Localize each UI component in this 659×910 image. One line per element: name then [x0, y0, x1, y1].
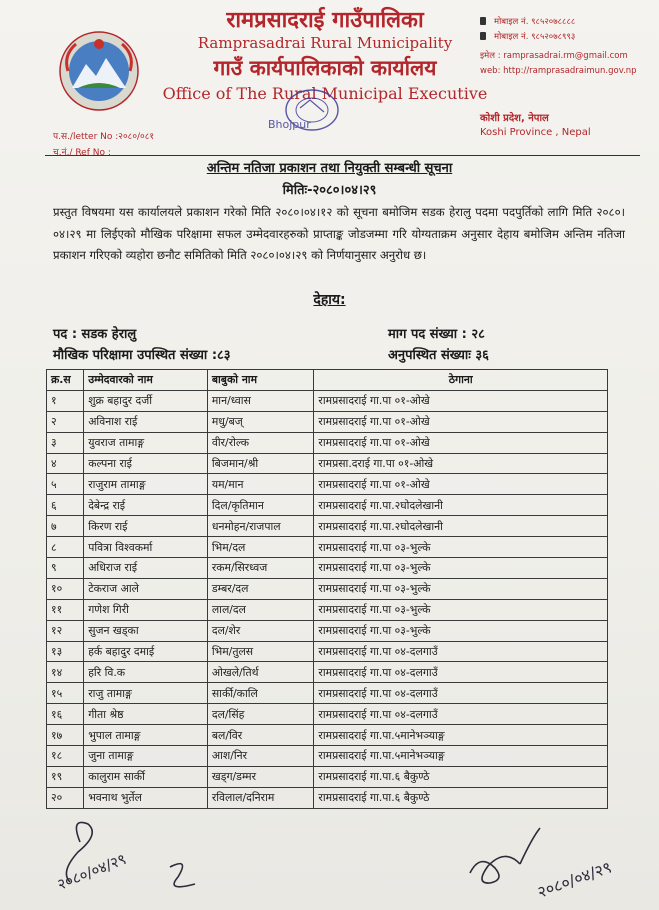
signature-right — [460, 818, 650, 908]
table-row — [47, 746, 608, 767]
address-cell: रामप्रसादराई गा.पा.२घोदलेखानी — [314, 516, 608, 537]
address-cell: रामप्रसादराई गा.पा.५मानेभञ्याङ्ग — [314, 746, 608, 767]
father-name-cell: खड्ग/डम्मर — [207, 766, 314, 787]
father-name-cell: यम/मान — [207, 474, 314, 495]
address-cell: रामप्रसादराई गा.पा ०३-भुल्के — [314, 599, 608, 620]
father-name-cell: भिम/तुलस — [207, 641, 314, 662]
candidate-name-cell: किरण राई — [84, 516, 208, 537]
candidate-name-cell: राजु तामाङ्ग — [84, 683, 208, 704]
table-row — [47, 766, 608, 787]
serial-cell: १२ — [47, 620, 84, 641]
table-row — [47, 558, 608, 579]
candidate-name-cell: कल्पना राई — [84, 453, 208, 474]
father-name-cell: लाल/दल — [207, 599, 314, 620]
post-name: पद : सडक हेरालु — [53, 327, 137, 342]
father-name-cell: रविलाल/दनिराम — [207, 787, 314, 808]
header-divider — [45, 155, 640, 156]
candidate-name-cell: कालुराम सार्की — [84, 766, 208, 787]
address-cell: रामप्रसादराई गा.पा ०३-भुल्के — [314, 558, 608, 579]
table-row — [47, 516, 608, 537]
candidate-name-cell: देबेन्द्र राई — [84, 495, 208, 516]
address-cell: रामप्रसादराई गा.पा ०४-दलगाउँ — [314, 683, 608, 704]
serial-cell: ५ — [47, 474, 84, 495]
address-cell: रामप्रसादराई गा.पा ०१-ओखे — [314, 432, 608, 453]
org-name-nepali: रामप्रसादराई गाउँपालिका — [226, 8, 424, 33]
father-name-cell: बल/विर — [207, 725, 314, 746]
contact-web: web: http://ramprasadraimun.gov.np — [480, 66, 637, 76]
header-address: ठेगाना — [314, 370, 608, 391]
father-name-cell: आश/निर — [207, 746, 314, 767]
address-cell: रामप्रसादराई गा.पा ०३-भुल्के — [314, 578, 608, 599]
candidate-name-cell: भवनाथ भुर्तेल — [84, 787, 208, 808]
father-name-cell: डम्बर/दल — [207, 578, 314, 599]
serial-cell: १८ — [47, 746, 84, 767]
address-cell: रामप्रसा.दराई गा.पा ०१-ओखे — [314, 453, 608, 474]
present-count: मौखिक परिक्षामा उपस्थित संख्या :८३ — [53, 348, 231, 363]
father-name-cell: मधु/बज् — [207, 411, 314, 432]
mobile-1-text: मोबाइल नं. ९८५२०७८८८८ — [494, 17, 576, 27]
candidate-name-cell: अविनाश राई — [84, 411, 208, 432]
candidate-name-cell: शुक्र बहादुर दर्जी — [84, 390, 208, 411]
municipality-logo — [58, 30, 140, 112]
address-cell: रामप्रसादराई गा.पा.२घोदलेखानी — [314, 495, 608, 516]
candidate-name-cell: हरि वि.क — [84, 662, 208, 683]
table-row — [47, 599, 608, 620]
notice-title — [0, 158, 659, 176]
table-row — [47, 787, 608, 808]
address-cell: रामप्रसादराई गा.पा ०१-ओखे — [314, 390, 608, 411]
contact-mobile-1 — [480, 16, 575, 27]
table-row — [47, 495, 608, 516]
notice-body: प्रस्तुत विषयमा यस कार्यालयले प्रकाशन गरेको मिति २०८०।०४।१२ को सूचना बमोजिम सडक हेरालु पदमा पदपुर्तिको लागि मिति २०८०।०४।२९ मा लिईएको मौखिक परिक्षामा सफल उम्मेदवारहरुको प्राप्ताङ्क जोडजम्मा गरि योग्यताक्रम अनुसार देहाय बमोजिम अन्तिम नतिजा प्रकाशन गरिएको व्यहोरा छनौट समितिको मिति २०८०।०४।२९ को निर्णयानुसार अनुरोध छ। — [53, 205, 625, 262]
father-name-cell: रकम/सिरध्वज — [207, 558, 314, 579]
candidate-name-cell: अधिराज राई — [84, 558, 208, 579]
table-header-row — [47, 370, 608, 391]
reference-number: च.नं./ Ref No : — [53, 148, 111, 158]
serial-cell: १६ — [47, 704, 84, 725]
province-nepali: कोशी प्रदेश, नेपाल — [480, 113, 549, 124]
candidate-name-cell: टेकराज आले — [84, 578, 208, 599]
table-row — [47, 474, 608, 495]
table-row — [47, 641, 608, 662]
address-cell: रामप्रसादराई गा.पा ०१-ओखे — [314, 474, 608, 495]
father-name-cell: वीर/रोल्क — [207, 432, 314, 453]
signature-right-date: २०८०/०४/२९ — [534, 857, 615, 902]
address-cell: रामप्रसादराई गा.पा ०१-ओखे — [314, 411, 608, 432]
candidate-name-cell: भुपाल तामाङ्ग — [84, 725, 208, 746]
address-cell: रामप्रसादराई गा.पा ०३-भुल्के — [314, 537, 608, 558]
absent-count: अनुपस्थित संख्याः ३६ — [388, 348, 489, 363]
address-cell: रामप्रसादराई गा.पा.६ बैकुण्ठे — [314, 787, 608, 808]
father-name-cell: भिम/दल — [207, 537, 314, 558]
serial-cell: २० — [47, 787, 84, 808]
father-name-cell: दिल/कृतिमान — [207, 495, 314, 516]
father-name-cell: बिजमान/श्री — [207, 453, 314, 474]
serial-cell: ६ — [47, 495, 84, 516]
serial-cell: ३ — [47, 432, 84, 453]
table-row — [47, 537, 608, 558]
table-row — [47, 704, 608, 725]
table-row — [47, 578, 608, 599]
org-name-english: Ramprasadrai Rural Municipality — [197, 34, 453, 52]
office-name-nepali: गाउँ कार्यपालिकाको कार्यालय — [213, 56, 437, 80]
candidate-name-cell: युवराज तामाङ्ग — [84, 432, 208, 453]
serial-cell: १३ — [47, 641, 84, 662]
father-name-cell: मान/ध्वास — [207, 390, 314, 411]
table-row — [47, 683, 608, 704]
serial-cell: १९ — [47, 766, 84, 787]
province-english: Koshi Province , Nepal — [480, 127, 591, 138]
results-table — [46, 369, 608, 809]
notice-date: मितिः-२०८०।०४।२९ — [282, 183, 377, 198]
address-cell: रामप्रसादराई गा.पा.५मानेभञ्याङ्ग — [314, 725, 608, 746]
table-row — [47, 390, 608, 411]
father-name-cell: धनमोहन/राजपाल — [207, 516, 314, 537]
office-name-english: Office of The Rural Municipal Executive — [162, 84, 488, 103]
contact-email: इमेल : ramprasadrai.rm@gmail.com — [480, 51, 628, 61]
candidate-name-cell: पवित्रा विश्वकर्मा — [84, 537, 208, 558]
serial-cell: ८ — [47, 537, 84, 558]
serial-cell: ९ — [47, 558, 84, 579]
notice-title-text: अन्तिम नतिजा प्रकाशन तथा नियुक्ती सम्बन्धी सूचना — [206, 161, 453, 176]
serial-cell: ११ — [47, 599, 84, 620]
candidate-name-cell: जुना तामाङ्ग — [84, 746, 208, 767]
father-name-cell: सार्की/कालि — [207, 683, 314, 704]
phone-icon — [480, 17, 486, 25]
father-name-cell: दल/शेर — [207, 620, 314, 641]
serial-cell: १ — [47, 390, 84, 411]
contact-mobile-2 — [480, 31, 575, 42]
serial-cell: १४ — [47, 662, 84, 683]
address-cell: रामप्रसादराई गा.पा ०४-दलगाउँ — [314, 641, 608, 662]
table-row — [47, 725, 608, 746]
table-row — [47, 620, 608, 641]
serial-cell: १० — [47, 578, 84, 599]
candidate-name-cell: हर्क बहादुर दमाई — [84, 641, 208, 662]
signature-left — [40, 812, 210, 902]
address-cell: रामप्रसादराई गा.पा ०४-दलगाउँ — [314, 662, 608, 683]
header-father-name: बाबुको नाम — [207, 370, 314, 391]
table-row — [47, 662, 608, 683]
candidate-name-cell: सुजन खड्का — [84, 620, 208, 641]
father-name-cell: दल/सिंह — [207, 704, 314, 725]
header-serial: क्र.स — [47, 370, 84, 391]
candidate-name-cell: गीता श्रेष्ठ — [84, 704, 208, 725]
serial-cell: १५ — [47, 683, 84, 704]
candidate-name-cell: गणेश गिरी — [84, 599, 208, 620]
address-cell: रामप्रसादराई गा.पा ०३-भुल्के — [314, 620, 608, 641]
location-text: Bhojpur — [268, 118, 311, 131]
signature-left-date: २०८०/०४/२९ — [54, 849, 129, 894]
mobile-2-text: मोबाइल नं. ९८५२०७८९९३ — [494, 32, 576, 42]
address-cell: रामप्रसादराई गा.पा.६ बैकुण्ठे — [314, 766, 608, 787]
father-name-cell: ओखले/तिर्थ — [207, 662, 314, 683]
schedule-heading: देहाय: — [313, 292, 346, 308]
phone-icon — [480, 32, 486, 40]
address-cell: रामप्रसादराई गा.पा ०४-दलगाउँ — [314, 704, 608, 725]
demand-count: माग पद संख्या : २८ — [388, 327, 485, 342]
letter-number: प.स./letter No :२०८०/०८१ — [53, 132, 155, 142]
serial-cell: १७ — [47, 725, 84, 746]
office-stamp — [250, 88, 362, 148]
serial-cell: ४ — [47, 453, 84, 474]
candidate-name-cell: राजुराम तामाङ्ग — [84, 474, 208, 495]
serial-cell: ७ — [47, 516, 84, 537]
table-row — [47, 432, 608, 453]
serial-cell: २ — [47, 411, 84, 432]
table-row — [47, 411, 608, 432]
header-candidate-name: उम्मेदवारको नाम — [84, 370, 208, 391]
table-row — [47, 453, 608, 474]
